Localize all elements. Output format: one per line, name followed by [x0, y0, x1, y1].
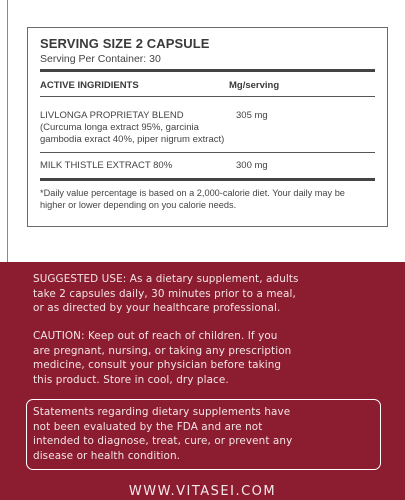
fda-statement-text: [33, 405, 383, 463]
ingredient-detail: (Curcuma longa extract 95%, garcinia: [40, 122, 199, 133]
caution-text: [33, 329, 383, 387]
column-header-ingredients: ACTIVE INGRIDIENTS: [40, 80, 139, 91]
website-url: WWW.VITASEI.COM: [128, 484, 277, 499]
ingredient-amount: 305 mg: [236, 110, 268, 121]
ingredient-amount: 300 mg: [236, 160, 268, 171]
text-line: intended to diagnose, treat, cure, or prevent any: [33, 435, 293, 447]
ingredient-detail: gambodia exract 40%, piper nigrum extract): [40, 134, 225, 145]
text-line: are pregnant, nursing, or taking any prescription: [33, 344, 292, 357]
footer-divider-thick: [40, 178, 375, 181]
text-line: or as directed by your healthcare professional.: [33, 302, 281, 314]
text-line: take 2 capsules daily, 30 minutes prior to a meal,: [33, 287, 296, 300]
header-divider-thick: [40, 69, 375, 72]
serving-size-title: SERVING SIZE 2 CAPSULE: [40, 36, 210, 51]
text-line: not been evaluated by the FDA and are not: [33, 420, 263, 433]
supplement-facts-panel: [27, 27, 388, 227]
column-header-mg-serving: Mg/serving: [229, 80, 280, 91]
text-line: this product. Store in cool, dry place.: [33, 373, 229, 386]
row-divider: [40, 152, 375, 153]
text-line: medicine, consult your physician before taking: [33, 359, 282, 371]
suggested-use-text: [33, 272, 383, 316]
left-edge-rule: [7, 0, 8, 262]
ingredient-name: MILK THISTLE EXTRACT 80%: [40, 160, 173, 171]
text-line: SUGGESTED USE: As a dietary supplement, adults: [33, 273, 299, 285]
daily-value-footnote: higher or lower depending on you calorie needs.: [40, 200, 237, 210]
column-header-divider: [40, 96, 375, 97]
label-info-section: [0, 262, 405, 500]
daily-value-footnote: *Daily value percentage is based on a 2,000-calorie diet. Your daily may be: [40, 188, 345, 198]
text-line: disease or health condition.: [33, 449, 181, 462]
servings-per-container: Serving Per Container: 30: [40, 53, 161, 65]
ingredient-name: LIVLONGA PROPRIETAY BLEND: [40, 110, 184, 121]
text-line: Statements regarding dietary supplements have: [33, 406, 291, 418]
text-line: CAUTION: Keep out of reach of children. If you: [33, 330, 278, 342]
